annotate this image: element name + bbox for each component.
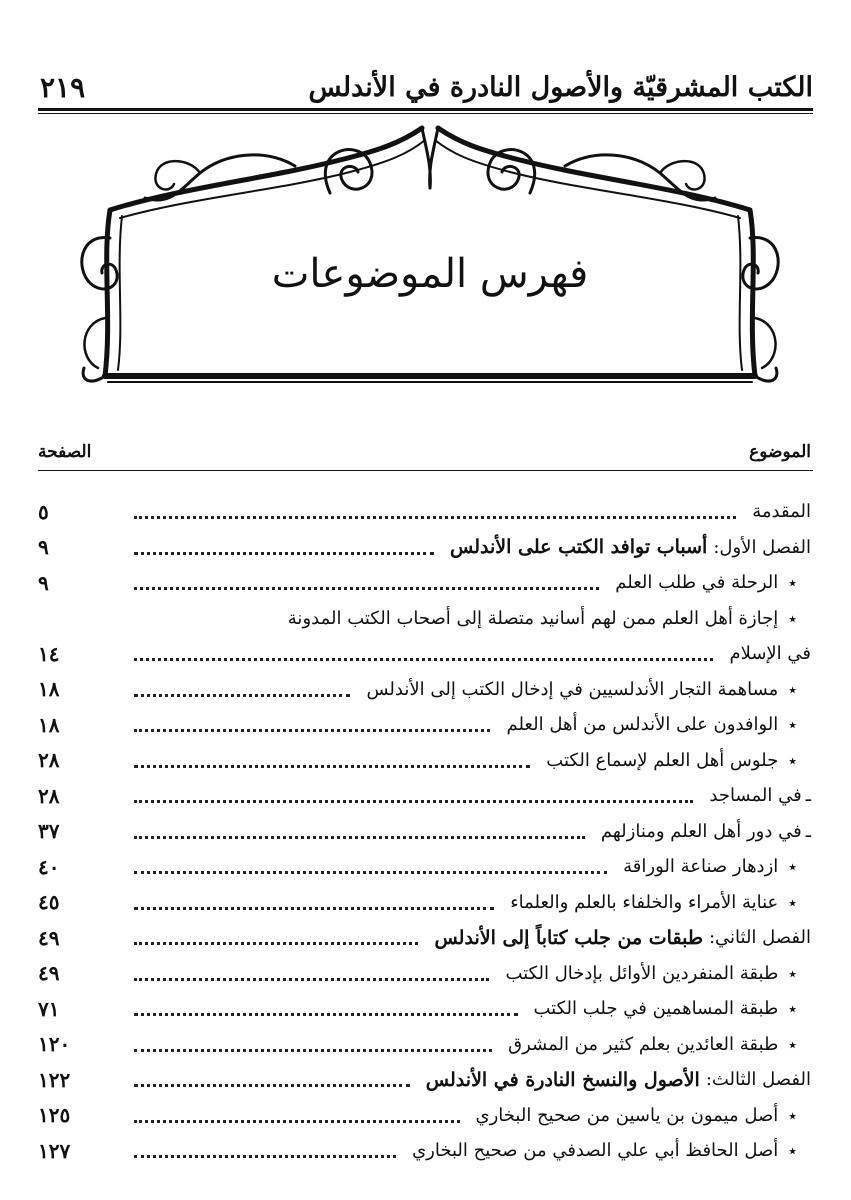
toc-row-page: ٧١ (38, 996, 60, 1021)
leader-dots (134, 1049, 492, 1052)
asterisk-icon: ٭ (788, 608, 797, 628)
toc-row[interactable] (38, 849, 811, 885)
leader-dots (134, 907, 494, 910)
toc-row-page: ٤٥ (38, 890, 60, 915)
toc-row-label: إجازة أهل العلم ممن لهم أسانيد متصلة إلى أصحاب الكتب المدونة (287, 607, 779, 629)
asterisk-icon: ٭ (788, 857, 797, 877)
leader-dots (134, 942, 418, 945)
chapter-title: أسباب توافد الكتب على الأندلس (450, 536, 708, 559)
toc-row-page: ١٨ (38, 712, 60, 737)
toc-row-label: أصل ميمون بن ياسين من صحيح البخاري (475, 1104, 779, 1126)
toc-row-page: ١٢٥ (38, 1103, 71, 1128)
leader-dots (134, 694, 350, 697)
asterisk-icon: ٭ (788, 1141, 797, 1161)
toc-row-page: ٤٩ (38, 961, 60, 986)
toc-row[interactable] (38, 743, 811, 779)
asterisk-icon: ٭ (788, 1034, 797, 1054)
asterisk-icon: ٭ (788, 679, 797, 699)
toc-row-label: طبقة العائدين بعلم كثير من المشرق (508, 1033, 779, 1055)
toc-row-label: مساهمة التجار الأندلسيين في إدخال الكتب إلى الأندلس (366, 678, 779, 700)
toc-row[interactable] (38, 601, 811, 637)
toc-row-page: ١٨ (38, 677, 60, 702)
toc-title: فهرس الموضوعات (271, 251, 589, 297)
leader-dots (134, 1120, 460, 1123)
header-rule (38, 108, 813, 111)
toc-chapter-row[interactable] (38, 920, 811, 956)
toc-row-label: عناية الأمراء والخلفاء بالعلم والعلماء (510, 891, 779, 913)
chapter-title: الأصول والنسخ النادرة في الأندلس (425, 1068, 700, 1091)
toc-row-label: أصل الحافظ أبي علي الصدفي من صحيح البخاري (412, 1140, 779, 1162)
asterisk-icon: ٭ (788, 573, 797, 593)
toc-row-page: ١٤ (38, 641, 60, 666)
toc-row-page: ٢٨ (38, 748, 60, 773)
toc-row-page: ١٢٠ (38, 1032, 71, 1057)
leader-dots (134, 1155, 396, 1158)
dash-marker: ـ (805, 820, 811, 842)
leader-dots (134, 978, 489, 981)
toc-row-label: طبقة المساهمين في جلب الكتب (533, 998, 779, 1020)
column-rule (38, 470, 813, 471)
toc-row-page: ٩ (38, 570, 49, 595)
toc-row[interactable] (38, 1027, 811, 1063)
toc-chapter-row[interactable] (38, 1062, 811, 1098)
leader-dots (134, 516, 736, 519)
ornamental-frame (70, 118, 790, 400)
chapter-prefix: الفصل الأول: (713, 536, 811, 558)
asterisk-icon: ٭ (788, 999, 797, 1019)
chapter-prefix: الفصل الثاني: (708, 927, 811, 949)
running-header (38, 70, 813, 106)
leader-dots (134, 765, 530, 768)
toc-row-label: طبقة المنفردين الأوائل بإدخال الكتب (505, 962, 779, 984)
toc-chapter-row[interactable] (38, 530, 811, 566)
leader-dots (134, 1013, 518, 1016)
page-column-header: الصفحة (38, 442, 92, 462)
leader-dots (134, 800, 693, 803)
dash-marker: ـ (805, 785, 811, 807)
toc-subrow[interactable] (38, 814, 811, 850)
toc-row-page: ٤٠ (38, 854, 60, 879)
toc-row-page: ٤٩ (38, 925, 60, 950)
page-number: ٢١٩ (40, 71, 86, 104)
leader-dots (134, 587, 599, 590)
toc-row-label: جلوس أهل العلم لإسماع الكتب (546, 749, 779, 771)
toc-row-label: ازدهار صناعة الوراقة (623, 856, 779, 878)
leader-dots (134, 658, 713, 661)
toc-subrow[interactable] (38, 778, 811, 814)
toc-row[interactable] (38, 565, 811, 601)
toc-row[interactable] (38, 991, 811, 1027)
leader-dots (134, 1084, 410, 1087)
toc-row-page: ٣٧ (38, 819, 60, 844)
leader-dots (134, 729, 490, 732)
toc-row[interactable] (38, 1133, 811, 1169)
column-headers (38, 438, 811, 470)
chapter-title: طبقات من جلب كتاباً إلى الأندلس (434, 926, 703, 949)
toc-row[interactable] (38, 672, 811, 708)
toc-row-label: الرحلة في طلب العلم (615, 572, 779, 594)
toc-row[interactable] (38, 707, 811, 743)
chapter-prefix: الفصل الثالث: (705, 1069, 811, 1091)
toc-row-label: في الإسلام (729, 643, 811, 665)
toc-row-label: في المساجد (709, 785, 802, 807)
toc-row[interactable] (38, 1098, 811, 1134)
asterisk-icon: ٭ (788, 963, 797, 983)
leader-dots (134, 552, 434, 555)
toc-row-label: في دور أهل العلم ومنازلهم (600, 820, 802, 842)
toc-list (38, 494, 811, 1169)
leader-dots (134, 871, 607, 874)
asterisk-icon: ٭ (788, 892, 797, 912)
toc-row[interactable] (38, 494, 811, 530)
running-title: الكتب المشرقيّة والأصول النادرة في الأندلس (308, 72, 813, 103)
toc-row-label: الوافدون على الأندلس من أهل العلم (506, 714, 779, 736)
toc-row[interactable] (38, 956, 811, 992)
leader-dots (134, 836, 585, 839)
toc-row-page: ٩ (38, 535, 49, 560)
toc-row-label: المقدمة (752, 501, 811, 523)
toc-row-continuation[interactable] (38, 636, 811, 672)
toc-row[interactable] (38, 885, 811, 921)
header-rule-thin (38, 113, 813, 114)
toc-row-page (38, 601, 108, 637)
toc-row-page: ٥ (38, 499, 49, 524)
topic-column-header: الموضوع (749, 442, 811, 462)
asterisk-icon: ٭ (788, 750, 797, 770)
asterisk-icon: ٭ (788, 715, 797, 735)
asterisk-icon: ٭ (788, 1105, 797, 1125)
toc-row-page: ٢٨ (38, 783, 60, 808)
toc-row-page: ١٢٢ (38, 1067, 71, 1092)
toc-row-page: ١٢٧ (38, 1138, 71, 1163)
